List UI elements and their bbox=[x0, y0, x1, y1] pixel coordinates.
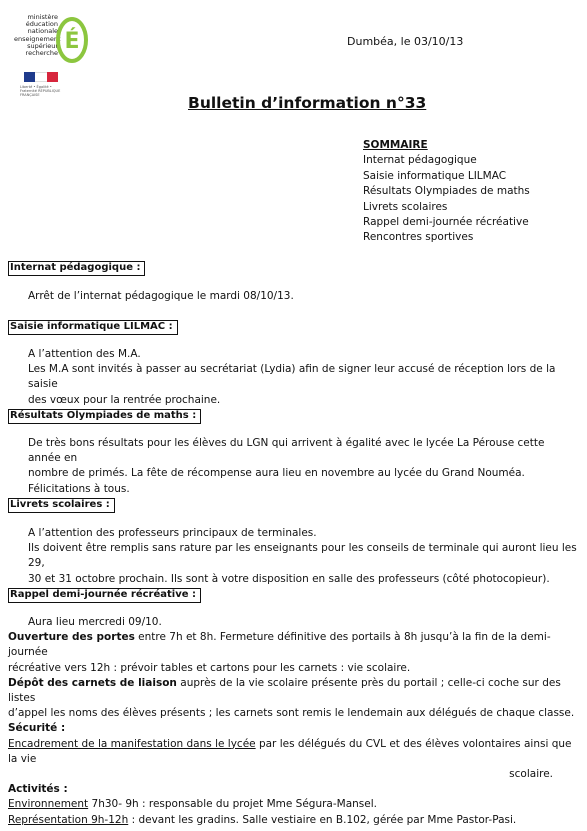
svg-text:É: É bbox=[64, 29, 80, 54]
section-body-internat: Arrêt de l’internat pédagogique le mardi 08/10/13. bbox=[28, 290, 294, 302]
sommaire-item: Livrets scolaires bbox=[363, 200, 448, 213]
section-body-olympiades: De très bons résultats pour les élèves du LGN qui arrivent à égalité avec le lycée La Pérouse cette année en nombre de primés. La fête de récompense aura lieu en novembre au lycée du Grand Nouméa. Félicitations à tous. bbox=[28, 437, 545, 495]
section-heading-lilmac: Saisie informatique LILMAC : bbox=[8, 320, 178, 335]
section-heading-internat: Internat pédagogique : bbox=[8, 261, 145, 276]
sommaire-item: Saisie informatique LILMAC bbox=[363, 169, 507, 182]
section-body-rappel: Aura lieu mercredi 09/10. Ouverture des portes entre 7h et 8h. Fermeture définitive des portails à 8h jusqu’à la fin de la demi-journée récréative vers 12h : prévoir tables et cartons pour les carnets : vie scolaire. Dépôt des carnets de liaison auprès de la vie scolaire présente près du portail ; celle-ci coche sur des listes d’appel les noms des élèves présents ; les carnets sont remis le lendemain aux délégués de chaque classe. Sécurité : Encadrement de la manifestation dans le lycée par les délégués du CVL et des élèves volontaires ainsi que la vie scolaire. Activités : Environnement 7h30- 9h : responsable du projet Mme Ségura-Mansel. Représentation 9h-12h : devant les gradins. Salle vestiaire en B.102, gérée par Mme Pastor-Pasi. bbox=[8, 616, 575, 826]
section-heading-rappel: Rappel demi-journée récréative : bbox=[8, 588, 201, 603]
section-body-lilmac: A l’attention des M.A. Les M.A sont invités à passer au secrétariat (Lydia) afin de signer leur accusé de réception lors de la saisie des vœux pour la rentrée prochaine. bbox=[28, 348, 556, 406]
ministry-logo-text: ministère éducation nationale enseignement supérieur recherche bbox=[14, 13, 61, 58]
sommaire-item: Internat pédagogique bbox=[363, 154, 477, 167]
sommaire bbox=[363, 138, 530, 246]
section-heading-olympiades: Résultats Olympiades de maths : bbox=[8, 409, 201, 424]
section-body-livrets: A l’attention des professeurs principaux de terminales. Ils doivent être remplis sans rature par les enseignants pour les conseils de terminale qui auront lieu les 29, 30 et 31 octobre prochain. Ils sont à votre disposition en salle des professeurs (côté photocopieur). bbox=[28, 527, 577, 585]
flag-caption: Liberté • Égalité • Fraternité RÉPUBLIQUE FRANÇAISE bbox=[20, 85, 61, 97]
sommaire-item: Rencontres sportives bbox=[363, 231, 474, 244]
section-heading-livrets: Livrets scolaires : bbox=[8, 498, 115, 513]
ministry-logo-icon bbox=[56, 14, 88, 66]
document-title: Bulletin d’information n°33 bbox=[188, 94, 427, 112]
sommaire-item: Résultats Olympiades de maths bbox=[363, 185, 530, 198]
document-date: Dumbéa, le 03/10/13 bbox=[347, 35, 464, 48]
sommaire-item: Rappel demi-journée récréative bbox=[363, 216, 529, 229]
sommaire-heading: SOMMAIRE bbox=[363, 139, 428, 151]
republic-flag-icon bbox=[24, 72, 58, 82]
